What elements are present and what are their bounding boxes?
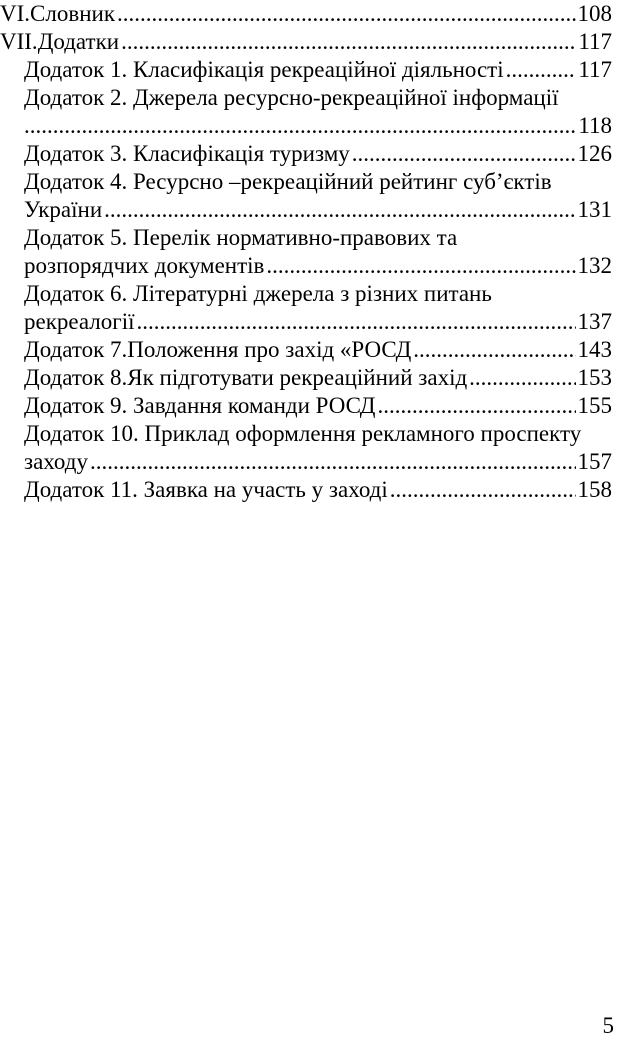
toc-entry-appendix-9: [24, 392, 612, 420]
toc-entry-appendix-10-cont: [24, 448, 612, 476]
toc-entry-page: 155: [577, 393, 612, 418]
toc-entry-vii: [0, 28, 612, 56]
toc-entry-page: 131: [577, 197, 612, 222]
toc-entry-title-cont: рекреалогії: [24, 309, 135, 334]
toc-entry-appendix-3: [24, 140, 612, 168]
toc-leader-dots: [469, 364, 575, 392]
toc-leader-dots: [104, 196, 575, 224]
toc-entry-label: Додаток 8.: [24, 365, 128, 390]
toc-entry-appendix-11: [24, 476, 612, 504]
toc-entry-title-cont: України: [24, 197, 103, 222]
toc-entry-page: 108: [577, 1, 612, 26]
toc-entry-appendix-2: [24, 84, 612, 112]
toc-entry-title: Додаток 3. Класифікація туризму: [24, 141, 350, 166]
toc-entry-page: 143: [577, 337, 612, 362]
toc-leader-dots: [266, 252, 575, 280]
toc-entry-page: 126: [577, 141, 612, 166]
toc-leader-dots: [121, 28, 576, 56]
toc-leader-dots: [90, 448, 576, 476]
toc-entry-page: 158: [577, 477, 612, 502]
toc-leader-dots: [390, 476, 576, 504]
toc-entry-number: VII.: [0, 29, 38, 54]
toc-entry-appendix-8: [24, 364, 612, 392]
toc-entry-appendix-4: [24, 168, 588, 196]
toc-entry-title: Додаток 1. Класифікація рекреаційної діяльності: [24, 57, 504, 82]
toc-entry-title-cont: розпорядчих документів: [24, 253, 265, 278]
toc-leader-dots: [136, 308, 575, 336]
toc-entry-vi: [0, 0, 612, 28]
toc-entry-appendix-7: [24, 336, 612, 364]
toc-entry-title: Додаток 6. Літературні джерела з різних питань: [24, 281, 492, 306]
toc-entry-appendix-6: [24, 280, 588, 308]
toc-entry-title: Додаток 9. Завдання команди РОСД: [24, 393, 376, 418]
toc-entry-page: 117: [578, 29, 612, 54]
toc-leader-dots: [377, 392, 575, 420]
toc-entry-page: 157: [577, 449, 612, 474]
toc-leader-dots: [24, 112, 576, 140]
toc-entry-page: 117: [578, 57, 612, 82]
toc-entry-title-cont: заходу: [24, 449, 88, 474]
toc-entry-appendix-6-cont: [24, 308, 612, 336]
toc-entry-page: 137: [577, 309, 612, 334]
toc-entry-title: Як підготувати рекреаційний захід: [127, 365, 468, 390]
toc-entry-title: Положення про захід «РОСД: [127, 337, 412, 362]
toc-leader-dots: [506, 56, 577, 84]
toc-entry-appendix-1: [24, 56, 612, 84]
toc-entry-appendix-4-cont: [24, 196, 612, 224]
toc-entry-title: Додаток 2. Джерела ресурсно-рекреаційної інформації: [24, 85, 559, 110]
toc-leader-dots: [117, 0, 575, 28]
page-number: 5: [602, 1013, 614, 1038]
toc-entry-page: 132: [577, 253, 612, 278]
toc-entry-title: Словник: [30, 1, 116, 26]
toc-entry-page: 118: [578, 113, 612, 138]
toc-entry-title: Додаток 4. Ресурсно –рекреаційний рейтинг суб’єктів: [24, 169, 552, 194]
toc-entry-title: Додатки: [37, 29, 120, 54]
toc-entry-page: 153: [577, 365, 612, 390]
toc-entry-number: VI.: [0, 1, 31, 26]
toc-entry-title: Додаток 11. Заявка на участь у заході: [24, 477, 388, 502]
toc-entry-appendix-10: [24, 420, 616, 448]
toc-entry-appendix-5-cont: [24, 252, 612, 280]
toc-entry-label: Додаток 7.: [24, 337, 128, 362]
toc-entry-appendix-2-leader: [24, 112, 612, 140]
toc-leader-dots: [352, 140, 576, 168]
toc-leader-dots: [413, 336, 575, 364]
toc-entry-title: Додаток 10. Приклад оформлення рекламного проспекту: [24, 421, 582, 446]
toc-entry-title: Додаток 5. Перелік нормативно-правових та: [24, 225, 458, 250]
toc-entry-appendix-5: [24, 224, 588, 252]
